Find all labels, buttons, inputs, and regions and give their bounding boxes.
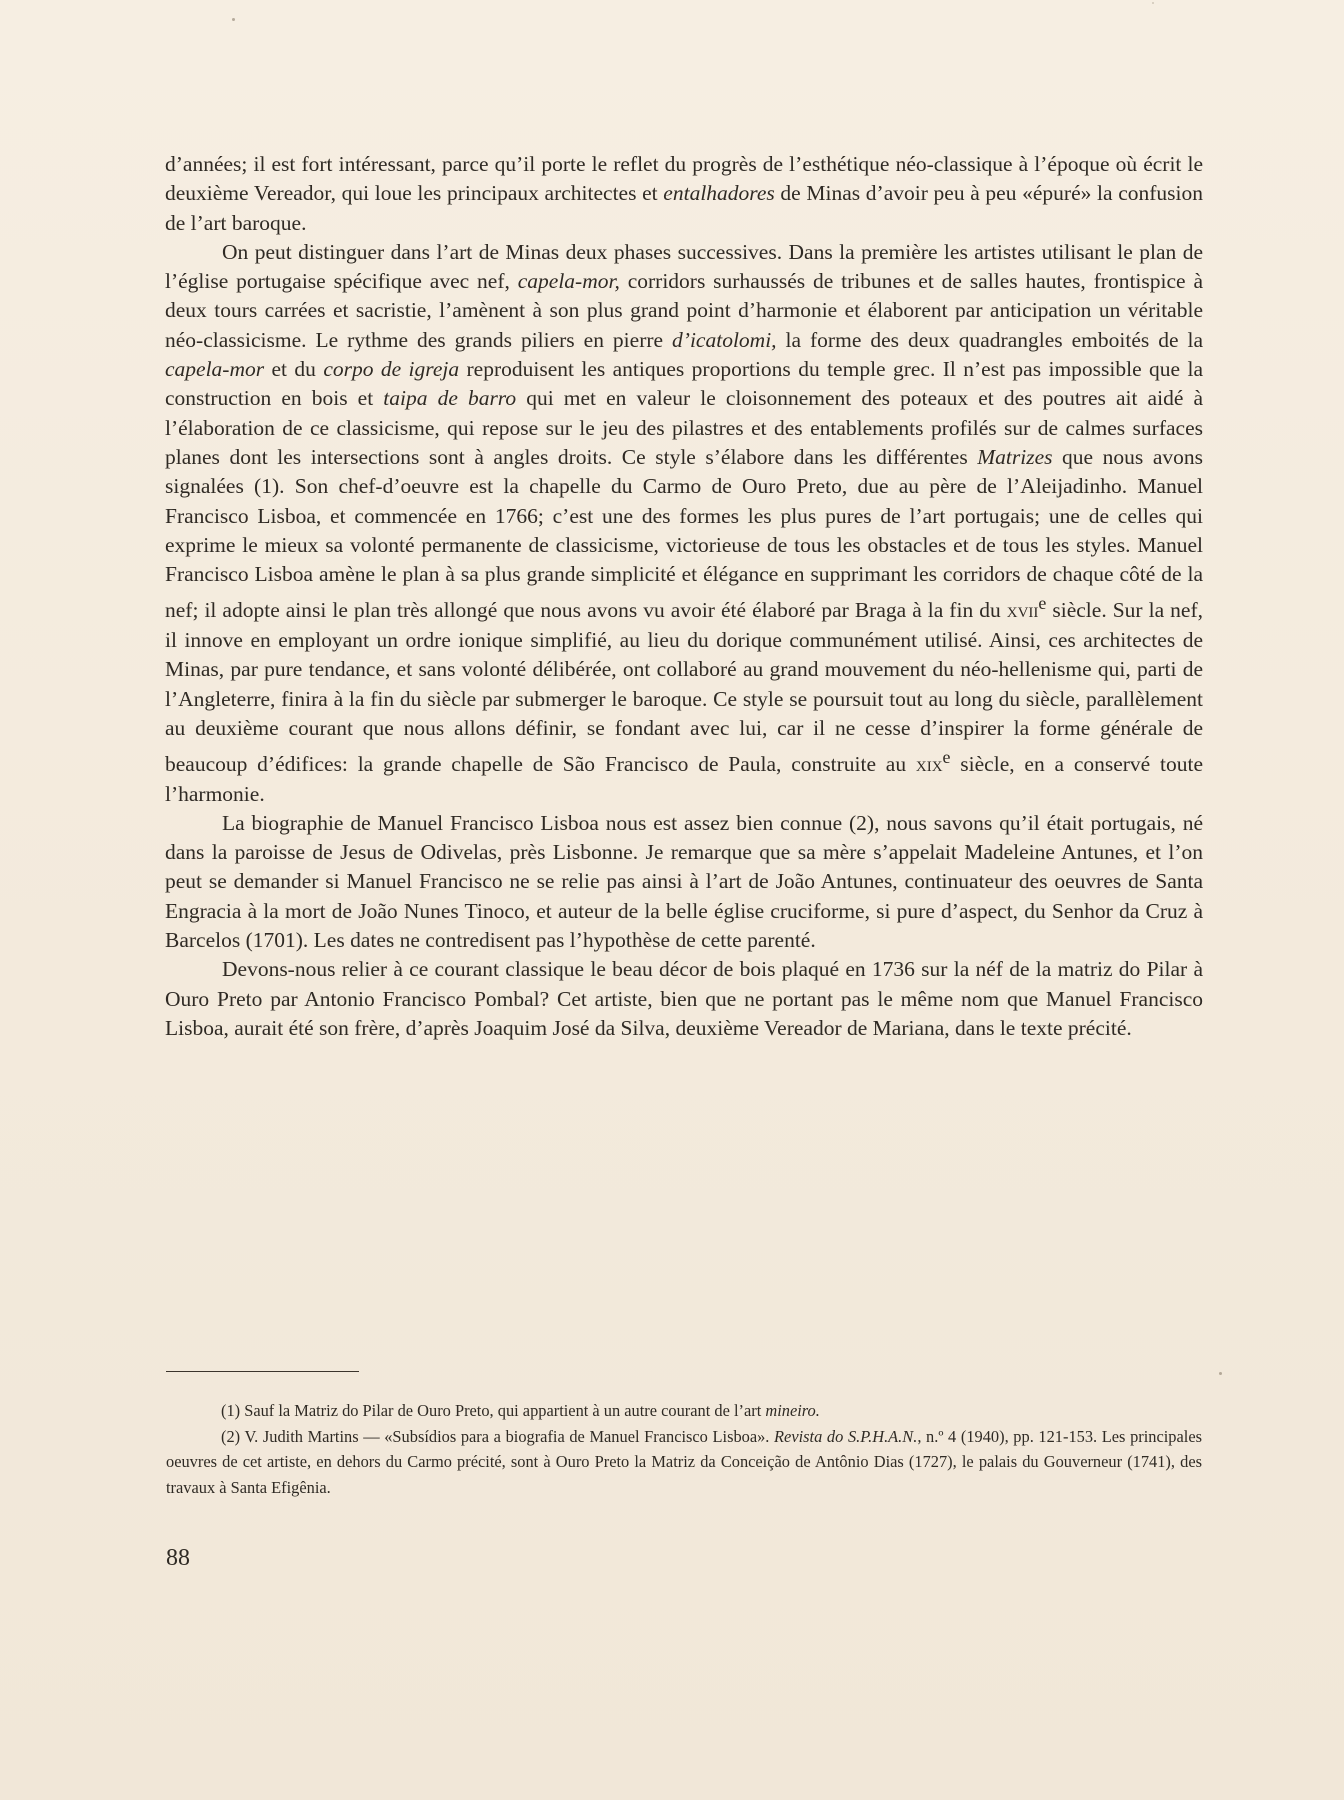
text-run: la forme des deux quadrangles emboités de la — [776, 327, 1203, 352]
text-run: (2) V. Judith Martins — «Subsídios para a biografia de Manuel Francisco Lisboa». — [221, 1426, 775, 1446]
text-run: capela-mor — [165, 357, 265, 382]
text-run: et du — [264, 357, 324, 382]
text-run: entalhadores — [663, 181, 775, 206]
text-run: xvii — [1006, 598, 1039, 623]
text-run: e — [1038, 593, 1047, 614]
paper-speck — [232, 18, 235, 21]
text-run: mineiro. — [765, 1401, 820, 1420]
text-run: corridors surhaussés de tribunes et de salles hautes, frontispice à deux tours carrées et sacristie, l’amènent à son plus grand point d’harmonie et élaborent par anticipation un véritable néo-classicisme. Le rythme des grands piliers en pierre — [165, 269, 1203, 352]
text-run: , n.º 4 (1940), pp. 121-153. Les principales oeuvres de cet artiste, en dehors du Carmo précité, sont à Ouro Preto la Matriz da Conceição de Antônio Dias (1727), le palais du Gouverneur (1741), des travaux à Santa Efigênia. — [166, 1426, 1202, 1497]
text-run: qui met en valeur le cloisonnement des poteaux et des poutres ait aidé à l’élaboration de ce classicisme, qui repose sur le jeu des pilastres et des entablements profilés sur de calmes surfaces planes dont les intersections sont à angles droits. Ce style s’élabore dans les différentes — [165, 386, 1203, 469]
paragraph-2 — [165, 238, 1203, 809]
text-run: Devons-nous relier à ce courant classique le beau décor de bois plaqué en 1736 sur la néf de la matriz do Pilar à Ouro Preto par Antonio Francisco Pombal? Cet artiste, bien que ne portant pas le même nom que Manuel Francisco Lisboa, aurait été son frère, d’après Joaquim José da Silva, deuxième Vereador de Mariana, dans le texte précité. — [165, 957, 1203, 1040]
page-number: 88 — [166, 1545, 190, 1571]
footnote-separator — [166, 1371, 359, 1372]
text-run: d’icatolomi, — [672, 327, 777, 352]
paper-speck — [1152, 2, 1154, 4]
text-run: siècle. Sur la nef, il innove en employant un ordre ionique simplifié, au lieu du dorique communément utilisé. Ainsi, ces architectes de Minas, par pure tendance, et sans volonté délibérée, ont collaboré au grand mouvement du néo-hellenisme qui, parti de l’Angleterre, finira à la fin du siècle par submerger le baroque. Ce style se poursuit tout au long du siècle, parallèlement au deuxième courant que nous allons définir, se fondant avec lui, car il ne cesse d’inspirer la forme générale de beaucoup d’édifices: la grande chapelle de São Francisco de Paula, construite au — [165, 598, 1203, 777]
text-run: La biographie de Manuel Francisco Lisboa nous est assez bien connue (2), nous savons qu’il était portugais, né dans la paroisse de Jesus de Odivelas, près Lisbonne. Je remarque que sa mère s’appelait Madeleine Antunes, et l’on peut se demander si Manuel Francisco ne se relie pas ainsi à l’art de João Antunes, continuateur des oeuvres de Santa Engracia à la mort de João Nunes Tinoco, et auteur de la belle église cruciforme, si pure d’aspect, du Senhor da Cruz à Barcelos (1701). Les dates ne contredisent pas l’hypothèse de cette parenté. — [165, 810, 1203, 953]
text-run: d’années; il est fort intéressant, parce qu’il porte le reflet du progrès de l’esthétique néo-classique à l’époque où écrit le deuxième Vereador, qui loue les principaux architectes et — [165, 152, 1203, 206]
body-text — [165, 150, 1203, 1043]
text-run: corpo de igreja — [323, 357, 460, 382]
paper-speck — [1219, 1372, 1222, 1375]
footnote-1 — [166, 1398, 1202, 1424]
text-run: capela-mor, — [517, 269, 620, 294]
text-run: que nous avons signalées (1). Son chef-d’oeuvre est la chapelle du Carmo de Ouro Preto, due au père de l’Aleijadinho. Manuel Francisco Lisboa, et commencée en 1766; c’est une des formes les plus pures de l’art portugais; une de celles qui exprime le mieux sa volonté permanente de classicisme, victorieuse de tous les obstacles et de tous les styles. Manuel Francisco Lisboa amène le plan à sa plus grande simplicité et élégance en supprimant les corridors de chaque côté de la nef; il adopte ainsi le plan très allongé que nous avons vu avoir été élaboré par Braga à la fin du — [165, 444, 1203, 623]
paragraph-3 — [165, 809, 1203, 955]
text-run: e — [942, 747, 951, 768]
paragraph-4 — [165, 955, 1203, 1043]
text-run: reproduisent les antiques proportions du temple grec. Il n’est pas impossible que la construction en bois et — [165, 357, 1203, 411]
text-run: Revista do S.P.H.A.N. — [774, 1426, 918, 1446]
text-run: de Minas d’avoir peu à peu «épuré» la confusion de l’art baroque. — [165, 181, 1203, 235]
text-run: (1) Sauf la Matriz do Pilar de Ouro Preto, qui appartient à un autre courant de l’art — [221, 1401, 766, 1420]
text-run: Matrizes — [977, 444, 1053, 469]
text-run: taipa de barro — [383, 386, 517, 411]
text-run: xix — [915, 752, 943, 777]
footnotes — [166, 1398, 1202, 1500]
footnote-2 — [166, 1424, 1202, 1501]
paragraph-1 — [165, 150, 1203, 238]
text-run: On peut distinguer dans l’art de Minas deux phases successives. Dans la première les artistes utilisant le plan de l’église portugaise spécifique avec nef, — [165, 239, 1203, 294]
text-run: siècle, en a conservé toute l’harmonie. — [165, 752, 1203, 806]
